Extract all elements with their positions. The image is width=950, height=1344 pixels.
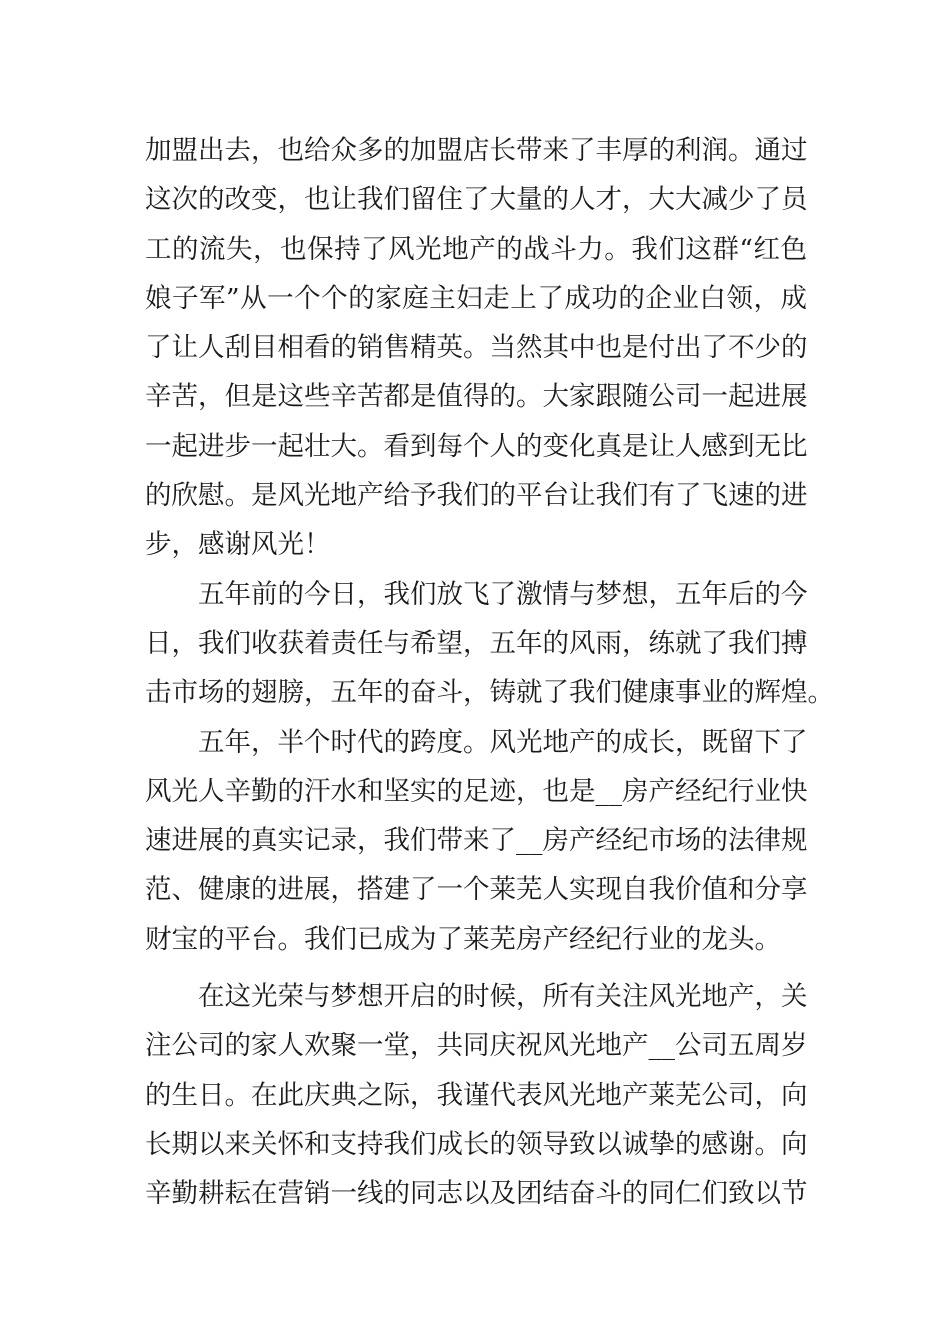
text-line: 财宝的平台。我们已成为了莱芜房产经纪行业的龙头。	[145, 923, 781, 955]
text-line: 击市场的翅膀，五年的奋斗，铸就了我们健康事业的辉煌。	[145, 677, 834, 709]
text-line: 这次的改变，也让我们留住了大量的人才，大大减少了员	[145, 184, 808, 216]
text-line: 的欣慰。是风光地产给予我们的平台让我们有了飞速的进	[145, 480, 808, 512]
text-line: 工的流失，也保持了风光地产的战斗力。我们这群“红色	[145, 233, 807, 265]
text-line: 注公司的家人欢聚一堂，共同庆祝风光地产__公司五周岁	[145, 1030, 808, 1062]
text-line: 五年前的今日，我们放飞了激情与梦想，五年后的今	[198, 578, 808, 610]
text-line: 的生日。在此庆典之际，我谨代表风光地产莱芜公司，向	[145, 1079, 808, 1111]
text-line: 长期以来关怀和支持我们成长的领导致以诚挚的感谢。向	[145, 1128, 808, 1160]
text-line: 娘子军”从一个个的家庭主妇走上了成功的企业白领，成	[145, 282, 807, 314]
text-line: 一起进步一起壮大。看到每个人的变化真是让人感到无比	[145, 430, 808, 462]
text-line: 风光人辛勤的汗水和坚实的足迹，也是__房产经纪行业快	[145, 775, 808, 807]
paragraph-2	[145, 570, 834, 718]
text-line: 范、健康的进展，搭建了一个莱芜人实现自我价值和分享	[145, 874, 808, 906]
text-line: 加盟出去，也给众多的加盟店长带来了丰厚的利润。通过	[145, 135, 808, 166]
text-line: 日，我们收获着责任与希望，五年的风雨，练就了我们搏	[145, 627, 808, 659]
text-line: 辛苦，但是这些辛苦都是值得的。大家跟随公司一起进展	[145, 381, 808, 413]
text-line: 速进展的真实记录，我们带来了__房产经纪市场的法律规	[145, 825, 808, 857]
text-line: 五年，半个时代的跨度。风光地产的成长，既留下了	[198, 726, 808, 758]
paragraph-3	[145, 718, 807, 964]
document-body	[145, 126, 834, 1219]
text-line: 步，感谢风光！	[145, 529, 331, 561]
paragraph-1	[145, 126, 807, 570]
text-line: 了让人刮目相看的销售精英。当然其中也是付出了不少的	[145, 332, 808, 364]
paragraph-gap	[145, 964, 807, 972]
paragraph-4	[145, 972, 807, 1218]
text-line: 辛勤耕耘在营销一线的同志以及团结奋斗的同仁们致以节	[145, 1178, 808, 1210]
text-line: 在这光荣与梦想开启的时候，所有关注风光地产，关	[198, 981, 808, 1013]
